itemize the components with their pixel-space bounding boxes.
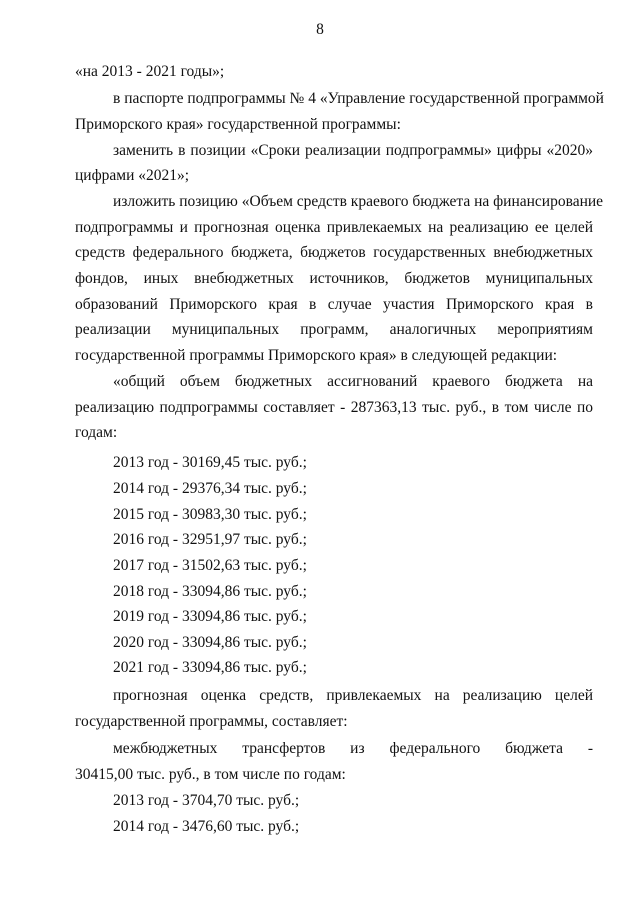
list-item: 2013 год - 30169,45 тыс. руб.;	[113, 454, 307, 471]
list-item: 2016 год - 32951,97 тыс. руб.;	[113, 531, 307, 548]
text-line: 30415,00 тыс. руб., в том числе по годам:	[75, 766, 346, 783]
text-line: прогнозная оценка средств, привлекаемых на реализацию целей	[113, 687, 593, 704]
list-item: 2014 год - 3476,60 тыс. руб.;	[113, 818, 300, 835]
text-line: цифрами «2021»;	[75, 167, 190, 184]
text-line: заменить в позиции «Сроки реализации подпрограммы» цифры «2020»	[113, 142, 593, 159]
list-item: 2013 год - 3704,70 тыс. руб.;	[113, 792, 300, 809]
text-line: годам:	[75, 424, 118, 441]
list-item: 2017 год - 31502,63 тыс. руб.;	[113, 557, 307, 574]
list-item: 2015 год - 30983,30 тыс. руб.;	[113, 506, 307, 523]
text-line: государственной программы, составляет:	[75, 713, 348, 730]
text-line: государственной программы Приморского края» в следующей редакции:	[75, 347, 558, 364]
text-line: средств федерального бюджета, бюджетов государственных внебюджетных	[75, 244, 593, 261]
text-line: образований Приморского края в случае участия Приморского края в	[75, 296, 593, 313]
page-number: 8	[316, 21, 324, 38]
list-item: 2019 год - 33094,86 тыс. руб.;	[113, 608, 307, 625]
list-item: 2020 год - 33094,86 тыс. руб.;	[113, 634, 307, 651]
list-item: 2018 год - 33094,86 тыс. руб.;	[113, 583, 307, 600]
list-item: 2014 год - 29376,34 тыс. руб.;	[113, 480, 307, 497]
text-line: подпрограммы и прогнозная оценка привлекаемых на реализацию ее целей	[75, 219, 593, 236]
text-line: реализацию подпрограммы составляет - 287363,13 тыс. руб., в том числе по	[75, 399, 593, 416]
text-line: «на 2013 - 2021 годы»;	[75, 63, 225, 80]
text-line: в паспорте подпрограммы № 4 «Управление государственной программой	[113, 90, 604, 107]
list-item: 2021 год - 33094,86 тыс. руб.;	[113, 659, 307, 676]
text-line: фондов, иных внебюджетных источников, бюджетов муниципальных	[75, 270, 593, 287]
text-line: реализации муниципальных программ, аналогичных мероприятиям	[75, 321, 593, 338]
text-line: Приморского края» государственной программы:	[75, 116, 401, 133]
text-line: изложить позицию «Объем средств краевого бюджета на финансирование	[113, 193, 604, 210]
text-line: межбюджетных трансфертов из федерального бюджета -	[113, 740, 593, 757]
text-line: «общий объем бюджетных ассигнований краевого бюджета на	[113, 373, 593, 390]
